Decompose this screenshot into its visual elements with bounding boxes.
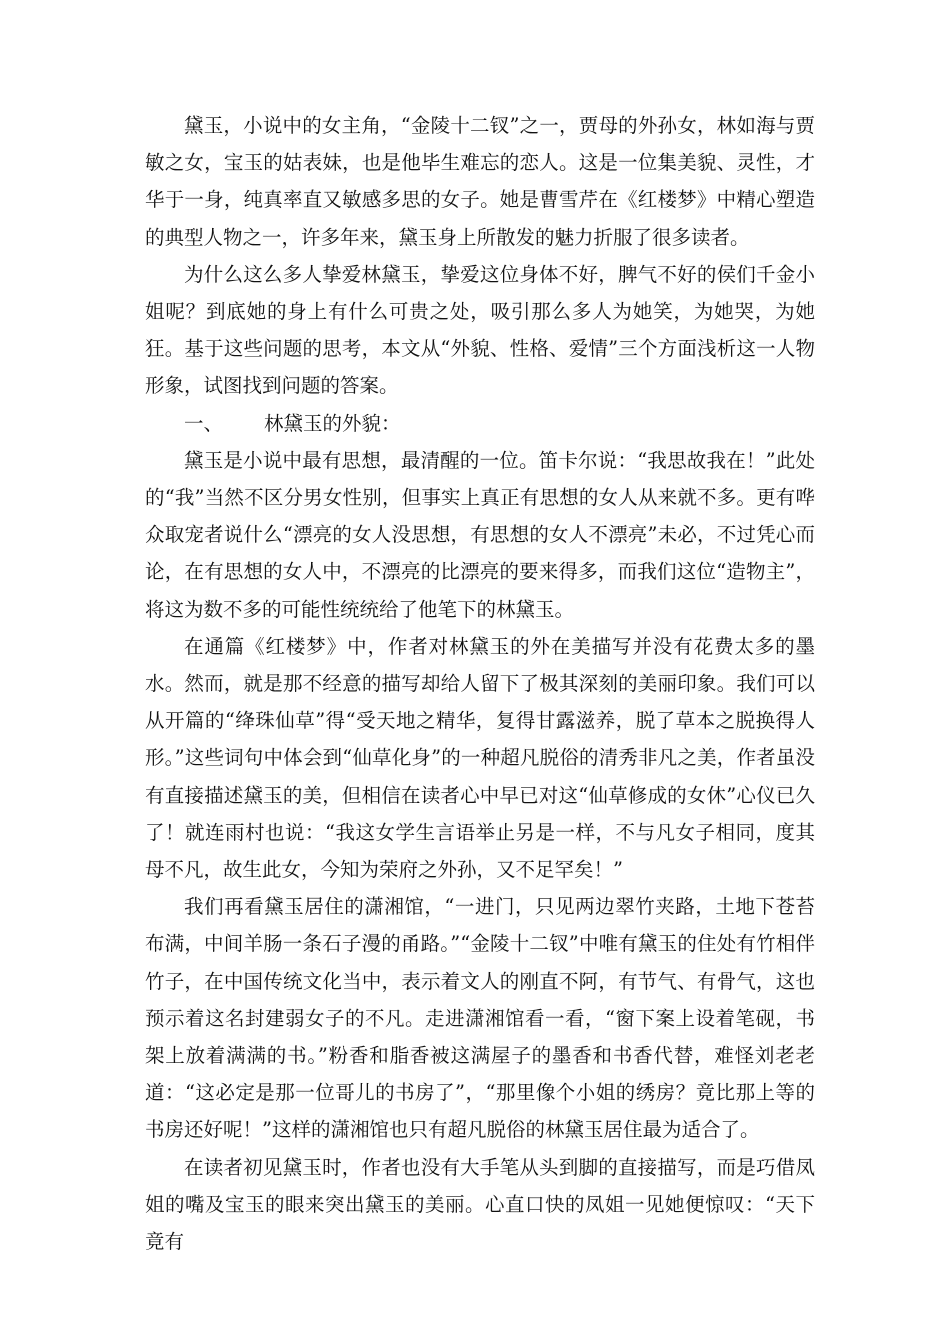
paragraph-intro: 黛玉，小说中的女主角，“金陵十二钗”之一，贾母的外孙女，林如海与贾敏之女，宝玉的姑表妹，也是他毕生难忘的恋人。这是一位集美貌、灵性，才华于一身，纯真率直又敏感多思的女子。她是曹雪芹在《红楼梦》中精心塑造的典型人物之一，许多年来，黛玉身上所散发的魅力折服了很多读者。 bbox=[145, 114, 815, 249]
paragraph-question: 为什么这么多人挚爱林黛玉，挚爱这位身体不好，脾气不好的侯们千金小姐呢？到底她的身上有什么可贵之处，吸引那么多人为她笑，为她哭，为她狂。基于这些问题的思考，本文从“外貌、性格、爱情”三个方面浅析这一人物形象，试图找到问题的答案。 bbox=[145, 262, 815, 398]
section-heading bbox=[145, 405, 815, 442]
paragraph-appearance: 在通篇《红楼梦》中，作者对林黛玉的外在美描写并没有花费太多的墨水。然而，就是那不经意的描写却给人留下了极其深刻的美丽印象。我们可以从开篇的“绛珠仙草”得“受天地之精华，复得甘露滋养，脱了草本之脱换得人形。”这些词句中体会到“仙草化身”的一种超凡脱俗的清秀非凡之美，作者虽没有直接描述黛玉的美，但相信在读者心中早已对这“仙草修成的女休”心仪已久了！就连雨村也说：“我这女学生言语举止另是一样，不与凡女子相同，度其母不凡，故生此女，今知为荣府之外孙，又不足罕矣！” bbox=[145, 634, 815, 882]
paragraph-first-meeting: 在读者初见黛玉时，作者也没有大手笔从头到脚的直接描写，而是巧借凤姐的嘴及宝玉的眼来突出黛玉的美丽。心直口快的凤姐一见她便惊叹：“天下竟有 bbox=[145, 1155, 815, 1254]
document-page bbox=[145, 107, 815, 1260]
section-number: 一、 bbox=[184, 411, 224, 435]
section-title: 林黛玉的外貌： bbox=[264, 411, 401, 435]
paragraph-residence: 我们再看黛玉居住的潇湘馆，“一进门，只见两边翠竹夹路，土地下苍苔布满，中间羊肠一条石子漫的甬路。”“金陵十二钗”中唯有黛玉的住处有竹相伴竹子，在中国传统文化当中，表示着文人的刚直不阿，有节气、有骨气，这也预示着这名封建弱女子的不凡。走进潇湘馆看一看，“窗下案上设着笔砚，书架上放着满满的书。”粉香和脂香被这满屋子的墨香和书香代替，难怪刘老老道：“这必定是那一位哥儿的书房了”，“那里像个小姐的绣房？竟比那上等的书房还好呢！”这样的潇湘馆也只有超凡脱俗的林黛玉居住最为适合了。 bbox=[145, 895, 815, 1142]
paragraph-thought: 黛玉是小说中最有思想，最清醒的一位。笛卡尔说：“我思故我在！”此处的“我”当然不区分男女性别，但事实上真正有思想的女人从来就不多。更有哗众取宠者说什么“漂亮的女人没思想，有思想的女人不漂亮”未必，不过凭心而论，在有思想的女人中，不漂亮的比漂亮的要来得多，而我们这位“造物主”，将这为数不多的可能性统统给了他笔下的林黛玉。 bbox=[145, 448, 815, 621]
